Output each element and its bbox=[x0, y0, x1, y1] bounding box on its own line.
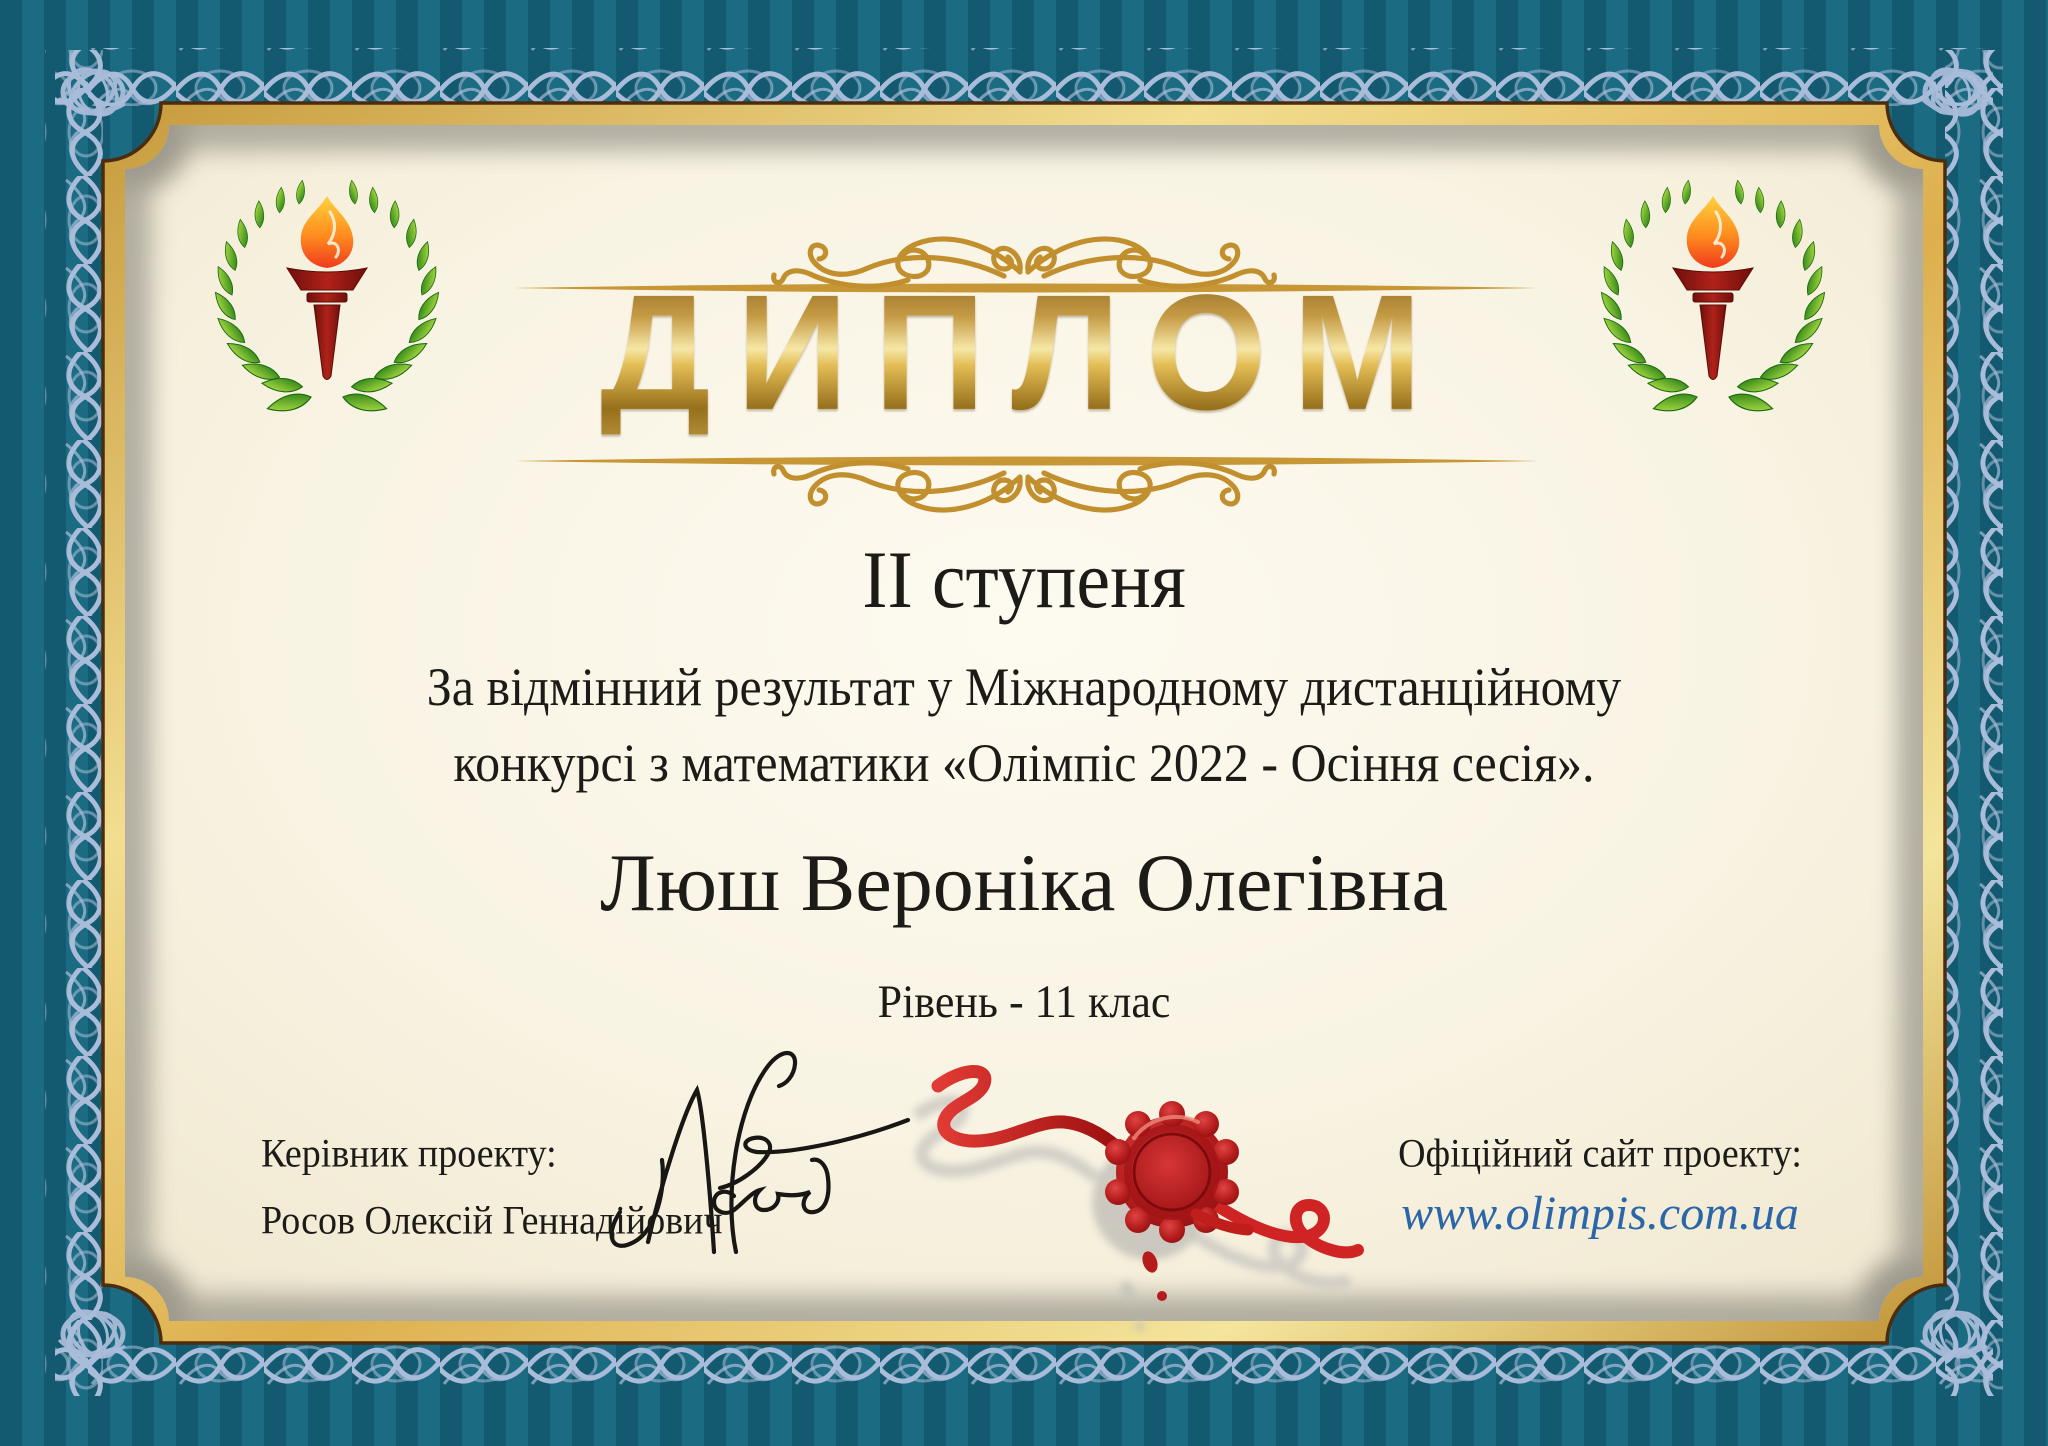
level-text: Рівень - 11 клас bbox=[877, 975, 1171, 1028]
award-text-line1: За відмінний результат у Міжнародному дистанційному bbox=[426, 657, 1622, 717]
project-manager-name: Росов Олексій Геннадійович bbox=[261, 1198, 723, 1244]
official-site-url: www.olimpis.com.ua bbox=[1401, 1187, 1799, 1240]
project-manager-label: Керівник проекту: bbox=[261, 1131, 557, 1177]
award-text-line2: конкурсі з математики «Олімпіс 2022 - Осіння сесія». bbox=[453, 733, 1595, 793]
official-site-label: Офіційний сайт проекту: bbox=[1398, 1131, 1802, 1177]
degree-text: ІІ ступеня bbox=[862, 535, 1186, 625]
paper-sheet bbox=[125, 125, 1923, 1321]
recipient-name: Люш Вероніка Олегівна bbox=[600, 837, 1448, 928]
